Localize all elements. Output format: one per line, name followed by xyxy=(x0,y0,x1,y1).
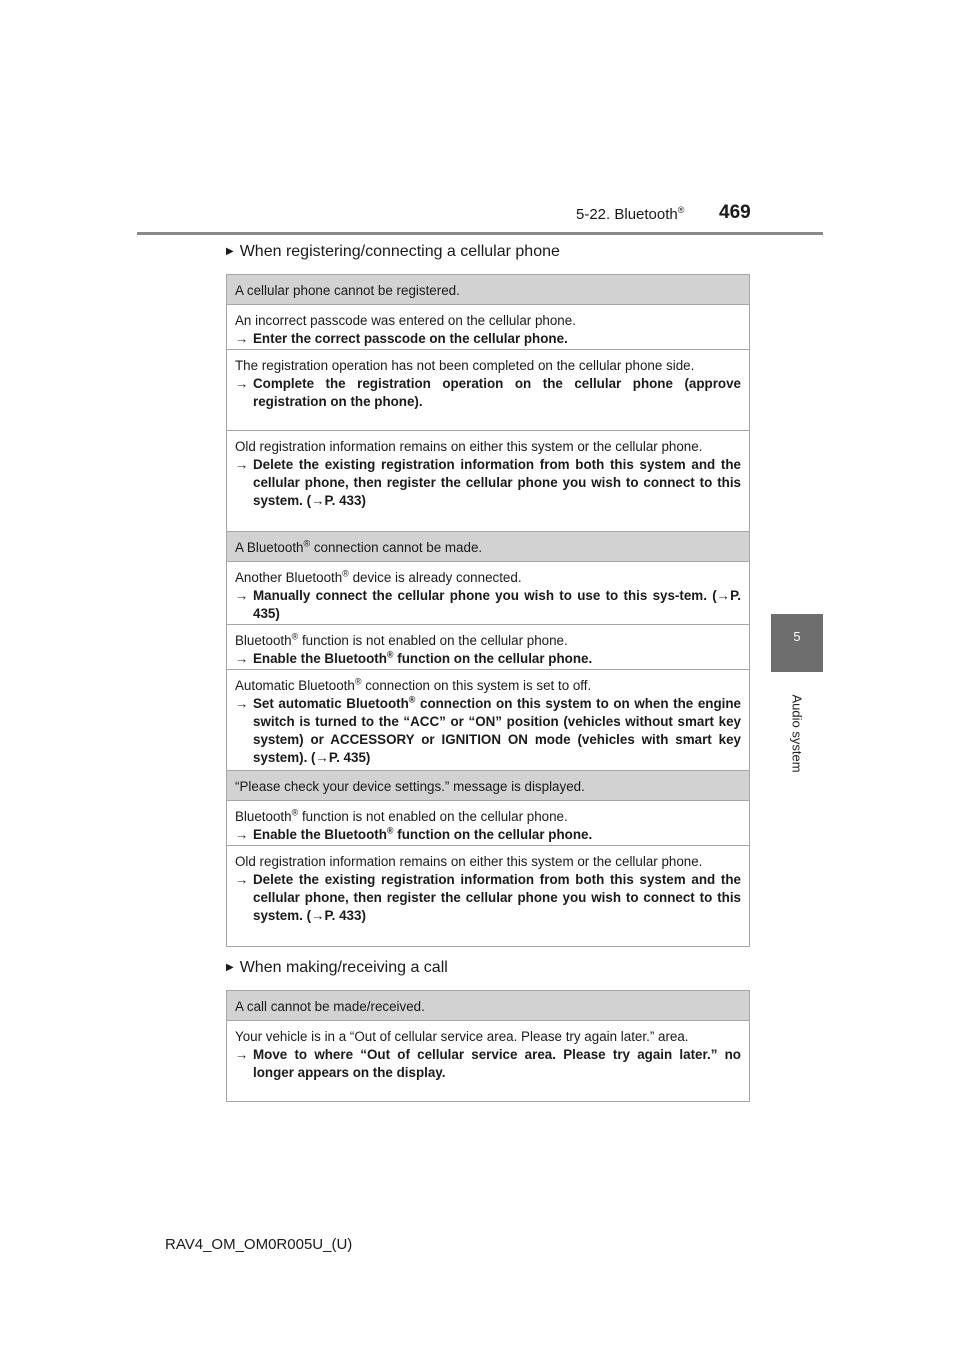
arrow-right-icon: → xyxy=(235,872,249,887)
cause-row: The registration operation has not been completed on the cellular phone side. → Complete the registration operation on the cellular phone (approve registration on the phone). xyxy=(227,350,750,431)
cause-row: Another Bluetooth® device is already connected. → Manually connect the cellular phone you wish to use to this sys-tem. (→P. 435) xyxy=(227,562,750,625)
scenario-heading-registering: ▶ When registering/connecting a cellular phone xyxy=(226,243,560,260)
chapter-number: 5 xyxy=(793,629,801,644)
page-number: 469 xyxy=(719,202,751,223)
arrow-right-icon: → xyxy=(235,651,249,666)
symptom-row: A call cannot be made/received. xyxy=(227,991,750,1021)
cause-row: Bluetooth® function is not enabled on the cellular phone. → Enable the Bluetooth® function on the cellular phone. xyxy=(227,625,750,670)
symptom-row: A cellular phone cannot be registered. xyxy=(227,275,750,305)
symptom-row: A Bluetooth® connection cannot be made. xyxy=(227,532,750,562)
document-code: RAV4_OM_OM0R005U_(U) xyxy=(165,1236,353,1253)
arrow-right-icon: → xyxy=(235,331,249,346)
arrow-right-icon: → xyxy=(235,457,249,472)
symptom-row: “Please check your device settings.” message is displayed. xyxy=(227,771,750,801)
arrow-right-icon: → xyxy=(235,696,249,711)
cause-row: Old registration information remains on either this system or the cellular phone. → Delete the existing registration information from both this system and the cellular phone, then register the cellular phone you wish to connect to this system. (→P. 433) xyxy=(227,846,750,947)
triangle-bullet-icon: ▶ xyxy=(226,962,234,973)
troubleshooting-table-calls xyxy=(226,990,750,1102)
header-divider xyxy=(137,232,823,235)
arrow-right-icon: → xyxy=(235,1047,249,1062)
arrow-right-icon: → xyxy=(235,376,249,391)
chapter-name: Audio system xyxy=(789,694,805,773)
troubleshooting-table-registering xyxy=(226,274,750,947)
scenario-heading-calls: ▶ When making/receiving a call xyxy=(226,959,448,976)
triangle-bullet-icon: ▶ xyxy=(226,246,234,257)
cause-row: Bluetooth® function is not enabled on the cellular phone. → Enable the Bluetooth® function on the cellular phone. xyxy=(227,801,750,846)
cause-row: An incorrect passcode was entered on the cellular phone. → Enter the correct passcode on the cellular phone. xyxy=(227,305,750,350)
cause-row: Automatic Bluetooth® connection on this system is set to off. → Set automatic Bluetooth® connection on this system to on when the engine switch is turned to the “ACC” or “ON” position (vehicles without smart key system) or ACCESSORY or IGNITION ON mode (vehicles with smart key system). (→P. 435) xyxy=(227,670,750,771)
cause-row: Old registration information remains on either this system or the cellular phone. → Delete the existing registration information from both this system and the cellular phone, then register the cellular phone you wish to connect to this system. (→P. 433) xyxy=(227,431,750,532)
arrow-right-icon: → xyxy=(235,827,249,842)
section-title: 5-22. Bluetooth® xyxy=(576,205,685,223)
arrow-right-icon: → xyxy=(235,588,249,603)
cause-row: Your vehicle is in a “Out of cellular service area. Please try again later.” area. → Move to where “Out of cellular service area. Please try again later.” no longer appears on the display. xyxy=(227,1021,750,1102)
